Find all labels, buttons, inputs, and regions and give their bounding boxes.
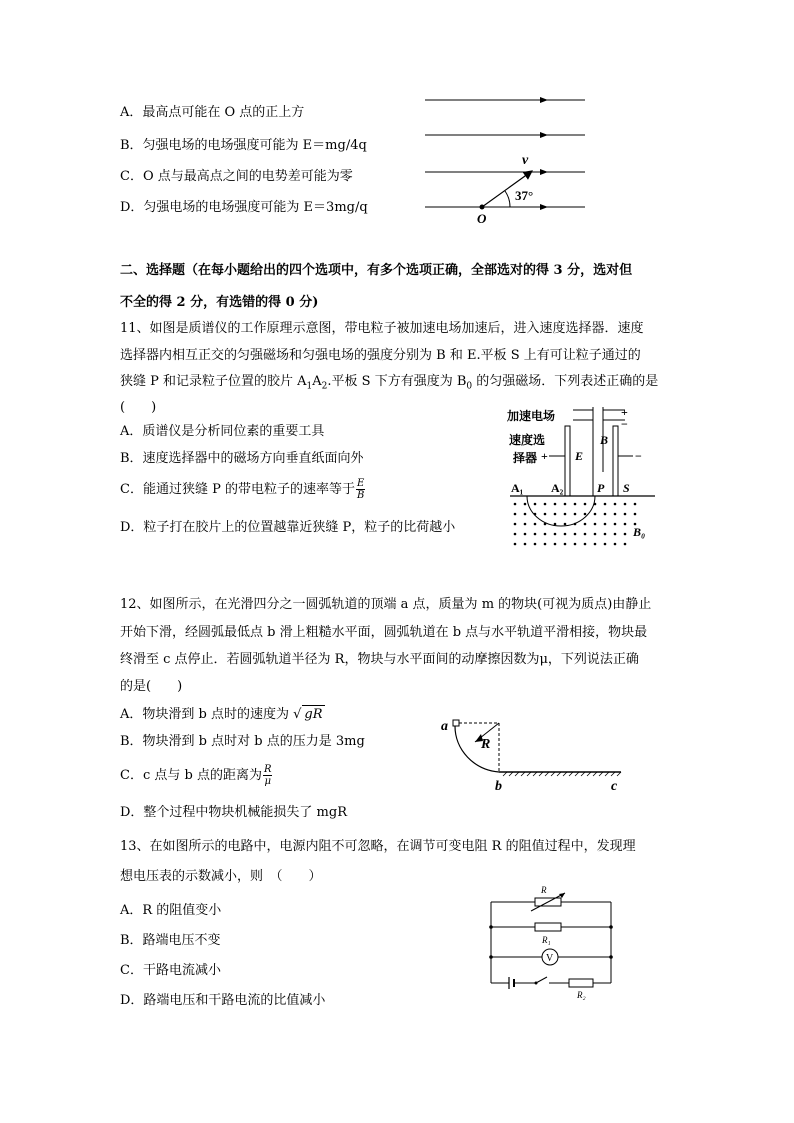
R1-label: R₁	[542, 935, 551, 945]
selector-label-1: 速度选	[509, 433, 546, 447]
q13-stem-line2: 想电压表的示数减小，则 （ ）	[120, 869, 322, 884]
angle-label: 37°	[515, 188, 534, 203]
S-label: S	[623, 481, 630, 495]
q10-option-b: B．匀强电场的电场强度可能为 E＝mg/4q	[120, 138, 367, 153]
A1-label: A₁	[511, 481, 524, 495]
mass-spectrometer-figure	[505, 402, 665, 552]
q12-stem-line3: 终滑至 c 点停止．若圆弧轨道半径为 R，物块与水平面间的动摩擦因数为μ，下列说法正确	[120, 652, 639, 667]
arc	[455, 726, 499, 772]
q12-option-c: C．c 点与 b 点的距离为 $\frac{R}{\mu}$	[120, 764, 272, 787]
q12-option-d: D．整个过程中物块机械能损失了 mgR	[120, 805, 347, 820]
svg-text:−: −	[621, 417, 628, 431]
q11-stem-line1: 11、如图是质谱仪的工作原理示意图，带电粒子被加速电场加速后，进入速度选择器．速度	[120, 321, 644, 336]
q11-option-a: A．质谱仪是分析同位素的重要工具	[120, 424, 325, 439]
q10-field-figure	[420, 90, 620, 230]
q10-option-c: C．O 点与最高点之间的电势差可能为零	[120, 169, 353, 184]
B0-label: B₀	[633, 525, 646, 539]
q12-stem-line4: 的是( )	[120, 679, 183, 694]
q13-option-a: A．R 的阻值变小	[120, 903, 222, 918]
q13-option-c: C．干路电流减小	[120, 963, 221, 978]
particle-path	[527, 496, 595, 526]
circuit-figure	[487, 885, 617, 1000]
q10-option-d: D．匀强电场的电场强度可能为 E＝3mg/q	[120, 200, 368, 215]
c-label: c	[611, 779, 618, 794]
origin-point	[480, 205, 485, 210]
resistor-R2	[569, 979, 593, 987]
q12-stem-line2: 开始下滑，经圆弧最低点 b 滑上粗糙水平面，圆弧轨道在 b 点与水平轨道平滑相接，物块最	[120, 625, 648, 640]
q11-paren: ( )	[120, 400, 157, 415]
b-label: b	[495, 779, 502, 794]
q12-stem-line1: 12、如图所示，在光滑四分之一圆弧轨道的顶端 a 点，质量为 m 的物块(可视为质点)由静止	[120, 597, 652, 612]
A2-label: A₂	[551, 481, 564, 495]
origin-label: O	[477, 211, 487, 226]
selector-plate-left	[565, 426, 570, 496]
section2-heading-line1: 二、选择题（在每小题给出的四个选项中，有多个选项正确，全部选对的得 3 分，选对但	[120, 263, 633, 278]
q13-option-d: D．路端电压和干路电流的比值减小	[120, 993, 326, 1008]
selector-label-2: 择器	[513, 451, 538, 465]
q11-option-c: C．能通过狭缝 P 的带电粒子的速率等于 $\frac{E}{B}$	[120, 478, 365, 501]
v-label: v	[522, 153, 529, 168]
q13-stem-line1: 13、在如图所示的电路中，电源内阻不可忽略，在调节可变电阻 R 的阻值过程中，发现理	[120, 839, 636, 854]
R-label: R	[541, 885, 547, 895]
svg-text:−: −	[635, 449, 642, 463]
R-label: R	[481, 737, 491, 752]
q11-option-b: B．速度选择器中的磁场方向垂直纸面向外	[120, 451, 364, 466]
block	[453, 720, 459, 726]
resistor-R1	[535, 923, 561, 931]
a-label: a	[441, 719, 448, 734]
svg-text:+: +	[621, 405, 628, 419]
q11-option-d: D．粒子打在胶片上的位置越靠近狭缝 P，粒子的比荷越小	[120, 520, 456, 535]
selector-plate-right	[613, 426, 618, 496]
q11-stem-line2: 选择器内相互正交的匀强磁场和匀强电场的强度分别为 B 和 E.平板 S 上有可让粒子通过的	[120, 348, 641, 363]
svg-text:+: +	[541, 449, 548, 463]
E-label: E	[575, 449, 584, 463]
B-label: B	[600, 433, 609, 447]
q10-option-a: A．最高点可能在 O 点的正上方	[120, 105, 305, 120]
magnetic-field-dots	[514, 503, 637, 546]
q12-option-b: B．物块滑到 b 点时对 b 点的压力是 3mg	[120, 734, 365, 749]
q13-option-b: B．路端电压不变	[120, 933, 221, 948]
P-label: P	[597, 481, 605, 495]
switch	[536, 977, 547, 983]
accel-field-label: 加速电场	[507, 409, 556, 423]
section2-heading-line2: 不全的得 2 分，有选错的得 0 分)	[120, 295, 319, 310]
q11-stem-line3: 狭缝 P 和记录粒子位置的胶片 $A_1A_2$.平板 S 下方有强度为 $B_0$ 的匀强磁场．下列表述正确的是	[120, 374, 659, 392]
q12-option-a: A．物块滑到 b 点时的速度为 √ gR	[120, 707, 323, 722]
V-label: V	[546, 953, 554, 964]
R2-label: R₂	[577, 990, 586, 1000]
arc-track-figure	[437, 712, 627, 792]
